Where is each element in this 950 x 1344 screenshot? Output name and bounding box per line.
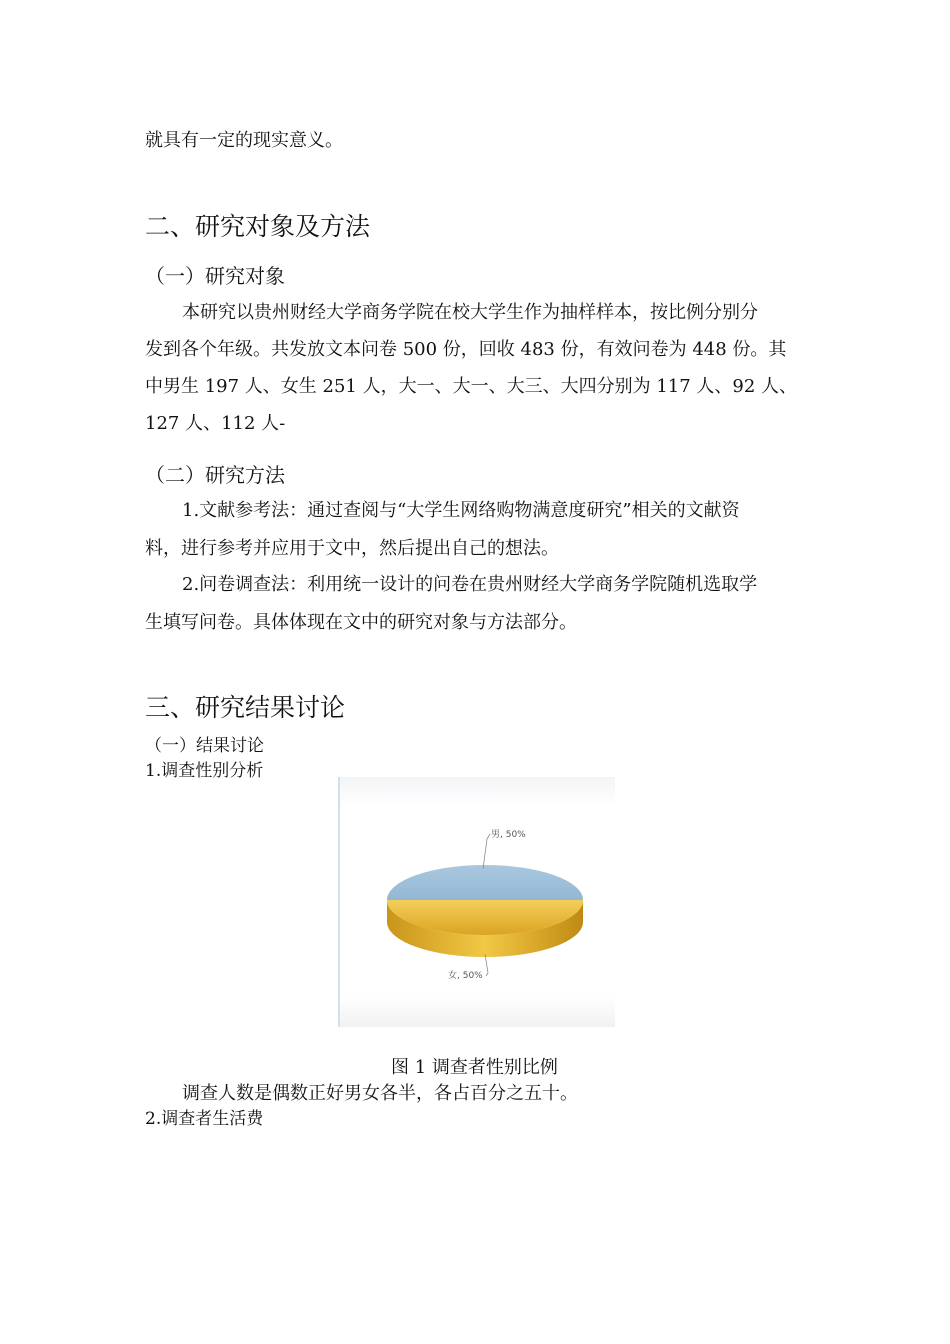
sub1-line-4: 127 人、112 人- [145,413,286,434]
intro-tail-line: 就具有一定的现实意义。 [145,130,343,151]
gender-pie-chart [338,777,615,1027]
sub1-line-2: 发到各个年级。共发放文本问卷 500 份，回收 483 份，有效问卷为 448 份。其 [145,339,787,360]
sub2-line-3: 2.问卷调查法：利用统一设计的问卷在贵州财经大学商务学院随机选取学 [182,574,758,595]
figure-note: 调查人数是偶数正好男女各半，各占百分之五十。 [182,1083,578,1104]
pie-leader-line [483,834,490,869]
pie-leader-line [485,954,488,976]
item2-heading: 2.调查者生活费 [145,1109,264,1129]
pie-chart-svg [340,777,615,1027]
sub1-line-1: 本研究以贵州财经大学商务学院在校大学生作为抽样样本，按比例分别分 [182,302,758,323]
sub3-heading: （一）结果讨论 [145,736,264,756]
item1-heading: 1.调查性别分析 [145,761,264,781]
pie-label-female: 女, 50% [448,971,483,981]
sub2-heading: （二）研究方法 [145,463,285,487]
pie-slice-male [387,865,583,900]
section3-heading: 三、研究结果讨论 [145,693,346,722]
sub1-heading: （一）研究对象 [145,264,285,288]
sub2-line-2: 料，进行参考并应用于文中，然后提出自己的想法。 [145,538,559,559]
section2-heading: 二、研究对象及方法 [145,212,371,241]
pie-label-male: 男, 50% [491,830,526,840]
figure-caption: 图 1 调查者性别比例 [391,1057,558,1078]
sub2-line-1: 1.文献参考法：通过查阅与“大学生网络购物满意度研究”相关的文献资 [182,500,740,521]
sub2-line-4: 生填写问卷。具体体现在文中的研究对象与方法部分。 [145,612,577,633]
sub1-line-3: 中男生 197 人、女生 251 人，大一、大一、大三、大四分别为 117 人、92 人、 [145,376,798,397]
